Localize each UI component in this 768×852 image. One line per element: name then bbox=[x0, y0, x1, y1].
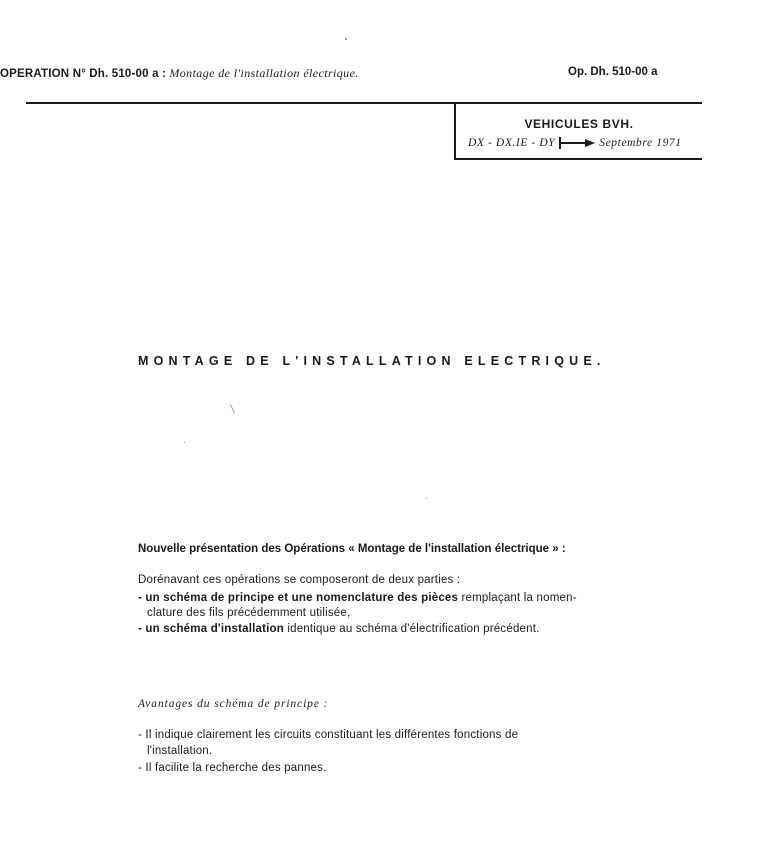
section1-item2-bold: - un schéma d'installation bbox=[138, 623, 284, 635]
section2-item2: - Il facilite la recherche des pannes. bbox=[138, 762, 327, 774]
section1-heading: Nouvelle présentation des Opérations « Montage de l'installation électrique » : bbox=[138, 543, 566, 555]
operation-reference: Op. Dh. 510-00 a bbox=[568, 66, 658, 78]
section1-item1 bbox=[138, 592, 577, 604]
section1-item1-cont: clature des fils précédemment utilisée, bbox=[147, 607, 351, 619]
page-title: MONTAGE DE L'INSTALLATION ELECTRIQUE. bbox=[138, 354, 606, 368]
section1-item2-rest: identique au schéma d'électrification précédent. bbox=[283, 623, 540, 635]
vehicle-title: VEHICULES BVH. bbox=[524, 117, 634, 131]
arrow-right-icon bbox=[559, 137, 595, 149]
header-operation bbox=[0, 66, 359, 81]
scan-speck bbox=[345, 38, 347, 40]
section1-item1-rest: remplaçant la nomen- bbox=[458, 592, 577, 604]
operation-label: OPERATION N° bbox=[0, 68, 87, 80]
vehicle-date: Septembre 1971 bbox=[599, 137, 682, 149]
scan-speck bbox=[230, 404, 235, 413]
operation-title: Montage de l'installation électrique. bbox=[169, 66, 359, 80]
section1-intro: Dorénavant ces opérations se composeront de deux parties : bbox=[138, 574, 461, 586]
vehicle-box bbox=[454, 104, 702, 160]
operation-number: Dh. 510-00 a : bbox=[89, 68, 167, 80]
vehicle-models: DX - DX.IE - DY bbox=[468, 137, 556, 149]
vehicle-models-line bbox=[468, 137, 682, 149]
section2-heading: Avantages du schéma de principe : bbox=[138, 698, 329, 710]
section1-item1-bold: - un schéma de principe et une nomenclature des pièces bbox=[138, 592, 459, 604]
section2-item1: - Il indique clairement les circuits constituant les différentes fonctions de bbox=[138, 729, 519, 741]
section2-item1-cont: l'installation. bbox=[147, 745, 213, 757]
scan-speck bbox=[184, 442, 185, 443]
scan-speck bbox=[426, 498, 427, 499]
section1-item2 bbox=[138, 623, 540, 635]
